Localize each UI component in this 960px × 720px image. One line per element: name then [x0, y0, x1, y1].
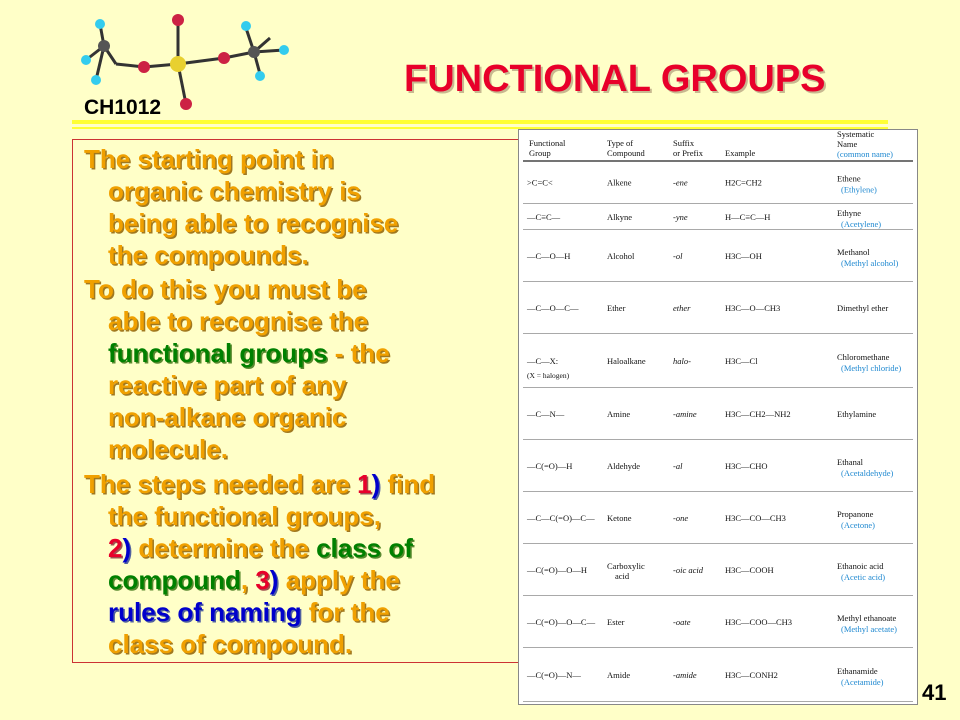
- highlight-compound: compound: [108, 565, 241, 595]
- suffix-prefix: -al: [673, 461, 683, 471]
- common-name: (Acetylene): [841, 219, 882, 229]
- step-number-2: 2: [108, 533, 123, 563]
- text-line: molecule.: [108, 434, 228, 464]
- header-name-2: Name: [837, 139, 858, 149]
- step-number-3: 3: [255, 565, 270, 595]
- paragraph-functional-groups: [84, 273, 524, 465]
- suffix-prefix: halo-: [673, 356, 691, 366]
- systematic-name: Ethanamide: [837, 666, 878, 676]
- example-structure: H3C—OH: [725, 251, 762, 261]
- functional-group-formula: —C—X:: [527, 356, 559, 366]
- example-structure: H3C—CONH2: [725, 670, 778, 680]
- systematic-name: Methyl ethanoate: [837, 613, 897, 623]
- text-fragment: - the: [327, 338, 390, 368]
- functional-group-formula: —C(=O)—N—: [527, 670, 581, 680]
- text-line: [84, 337, 524, 369]
- suffix-prefix: -oate: [673, 617, 691, 627]
- common-name: (Methyl chloride): [841, 363, 902, 373]
- suffix-prefix: -one: [673, 513, 689, 523]
- compound-type: Ether: [607, 303, 626, 313]
- text-fragment: find: [380, 469, 436, 499]
- highlight-class: class of: [316, 533, 413, 563]
- text-fragment: The steps needed are: [84, 469, 358, 499]
- functional-group-formula: —C(=O)—O—H: [527, 565, 588, 575]
- functional-groups-table: [518, 129, 918, 705]
- compound-type: Amide: [607, 670, 631, 680]
- functional-group-note: (X = halogen): [527, 371, 570, 380]
- systematic-name: Chloromethane: [837, 352, 890, 362]
- compound-type: Amine: [607, 409, 631, 419]
- highlight-rules: rules of naming: [108, 597, 302, 627]
- compound-type: Haloalkane: [607, 356, 646, 366]
- course-code: CH1012: [84, 96, 162, 119]
- common-name: (Acetamide): [841, 677, 884, 687]
- text-fragment: apply the: [278, 565, 400, 595]
- header-group-2: Group: [529, 148, 551, 158]
- example-structure: H2C=CH2: [725, 177, 762, 188]
- systematic-name: Propanone: [837, 509, 874, 519]
- common-name: (Methyl acetate): [841, 624, 897, 634]
- systematic-name: Ethanal: [837, 457, 863, 467]
- compound-type: Alkyne: [607, 212, 633, 222]
- example-structure: H3C—CH2—NH2: [725, 409, 791, 419]
- step-paren: ): [371, 469, 381, 499]
- text-line: able to recognise the: [108, 306, 369, 336]
- text-line: class of compound.: [108, 629, 353, 659]
- step-paren: ): [122, 533, 132, 563]
- paragraph-steps: [84, 468, 534, 660]
- compound-type: Ketone: [607, 513, 632, 523]
- paragraph-intro: [84, 143, 524, 271]
- suffix-prefix: -ene: [673, 177, 688, 188]
- common-name: (Methyl alcohol): [841, 258, 899, 268]
- compound-type: Alcohol: [607, 251, 635, 261]
- header-suffix-1: Suffix: [673, 138, 695, 148]
- header-type-2: Compound: [607, 148, 645, 158]
- systematic-name: Ethanoic acid: [837, 561, 884, 571]
- text-line: [84, 469, 435, 499]
- compound-type: Ester: [607, 617, 625, 627]
- systematic-name: Ethylamine: [837, 409, 877, 419]
- text-line: To do this you must be: [84, 274, 367, 304]
- header-name-1: Systematic: [837, 130, 875, 139]
- functional-group-formula: —C—N—: [527, 409, 565, 419]
- compound-type: Aldehyde: [607, 461, 641, 471]
- example-structure: H3C—COO—CH3: [725, 617, 793, 627]
- example-structure: H3C—Cl: [725, 356, 758, 366]
- example-structure: H—C≡C—H: [725, 212, 771, 222]
- step-paren: ): [269, 565, 279, 595]
- compound-type: Alkene: [607, 177, 632, 188]
- systematic-name: Dimethyl ether: [837, 303, 889, 313]
- functional-group-formula: >C=C<: [527, 177, 553, 188]
- suffix-prefix: -amide: [673, 670, 697, 680]
- header-example: Example: [725, 148, 756, 158]
- example-structure: H3C—O—CH3: [725, 303, 781, 313]
- systematic-name: Methanol: [837, 247, 870, 257]
- common-name: (Acetic acid): [841, 572, 886, 582]
- text-line: the compounds.: [108, 240, 309, 270]
- text-fragment: for the: [301, 597, 390, 627]
- functional-group-formula: —C—C(=O)—C—: [527, 513, 595, 523]
- text-line: the functional groups,: [108, 501, 381, 531]
- suffix-prefix: -oic acid: [673, 565, 703, 575]
- text-fragment: ,: [240, 565, 256, 595]
- functional-group-formula: —C—O—C—: [527, 303, 579, 313]
- suffix-prefix: -amine: [673, 409, 697, 419]
- text-line: non-alkane organic: [108, 402, 347, 432]
- text-fragment: determine the: [131, 533, 317, 563]
- text-line: [84, 596, 534, 628]
- compound-type: acid: [615, 571, 630, 581]
- suffix-prefix: -ol: [673, 251, 683, 261]
- text-line: The starting point in: [84, 144, 334, 174]
- common-name: (Acetone): [841, 520, 875, 530]
- example-structure: H3C—CO—CH3: [725, 513, 786, 523]
- functional-group-formula: —C(=O)—H: [527, 461, 573, 471]
- functional-group-formula: —C≡C—: [527, 212, 561, 222]
- suffix-prefix: ether: [673, 303, 691, 313]
- step-number-1: 1: [357, 469, 372, 499]
- header-common: (common name): [837, 149, 893, 159]
- example-structure: H3C—COOH: [725, 565, 774, 575]
- text-line: organic chemistry is: [108, 176, 361, 206]
- text-line: reactive part of any: [108, 370, 347, 400]
- text-line: [84, 564, 534, 596]
- functional-group-formula: —C(=O)—O—C—: [527, 617, 596, 627]
- page-number: 41: [922, 680, 947, 705]
- header-type-1: Type of: [607, 138, 634, 148]
- text-line: being able to recognise: [108, 208, 399, 238]
- header-group-1: Functional: [529, 138, 566, 148]
- page-title: FUNCTIONAL GROUPS: [404, 58, 826, 100]
- functional-group-formula: —C—O—H: [527, 251, 571, 261]
- systematic-name: Ethyne: [837, 208, 862, 218]
- table-rows: [523, 174, 913, 702]
- header-suffix-2: or Prefix: [673, 148, 703, 158]
- example-structure: H3C—CHO: [725, 461, 768, 471]
- compound-type: Carboxylic: [607, 561, 645, 571]
- title-rule: [72, 120, 888, 124]
- table-figure: [519, 130, 917, 704]
- common-name: (Ethylene): [841, 184, 877, 195]
- text-line: [84, 532, 534, 564]
- highlight-functional-groups: functional groups: [108, 338, 328, 368]
- common-name: (Acetaldehyde): [841, 468, 894, 478]
- suffix-prefix: -yne: [673, 212, 688, 222]
- systematic-name: Ethene: [837, 173, 861, 184]
